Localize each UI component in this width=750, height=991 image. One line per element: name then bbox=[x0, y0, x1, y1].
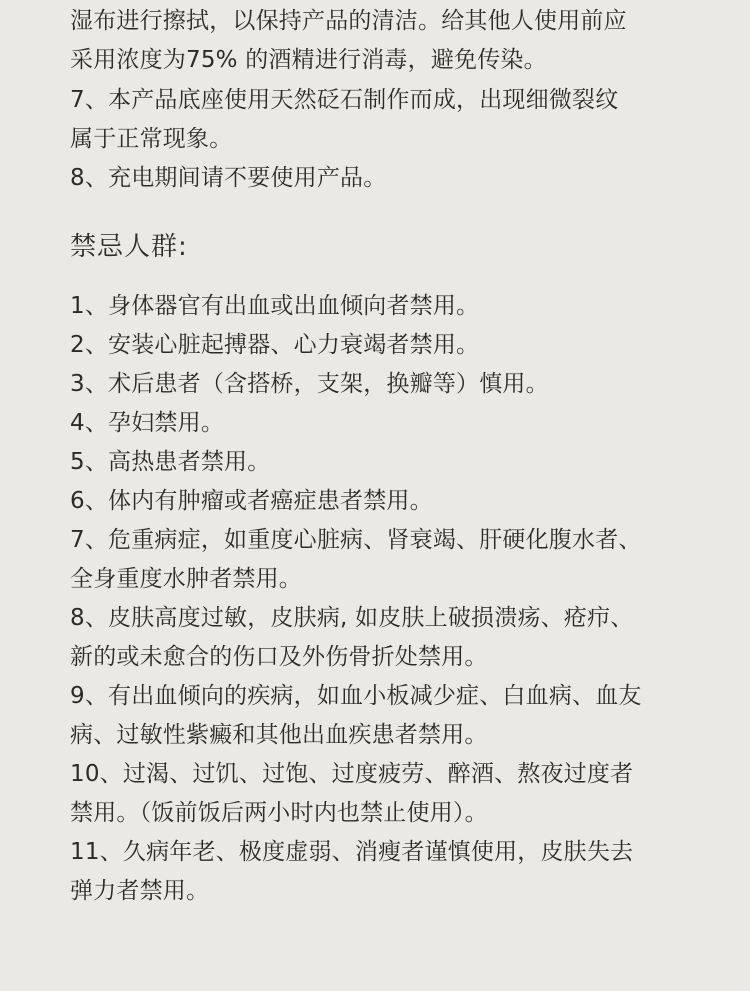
contraindication-line: 9、有出血倾向的疾病，如血小板减少症、白血病、血友 bbox=[70, 683, 642, 709]
contraindication-line: 禁用。（饭前饭后两小时内也禁止使用）。 bbox=[70, 800, 488, 826]
contraindication-line: 弹力者禁用。 bbox=[70, 878, 210, 904]
contraindication-line: 新的或未愈合的伤口及外伤骨折处禁用。 bbox=[70, 644, 488, 670]
contraindication-line: 3、术后患者（含搭桥，支架，换瓣等）慎用。 bbox=[70, 371, 549, 397]
contraindication-line: 2、安装心脏起搏器、心力衰竭者禁用。 bbox=[70, 332, 480, 358]
contraindication-line: 6、体内有肿瘤或者癌症患者禁用。 bbox=[70, 488, 433, 514]
usage-note-line: 属于正常现象。 bbox=[70, 126, 233, 152]
usage-note-line: 7、本产品底座使用天然砭石制作而成，出现细微裂纹 bbox=[70, 87, 619, 113]
contraindications-heading: 禁忌人群: bbox=[70, 232, 188, 262]
contraindication-line: 7、危重病症，如重度心脏病、肾衰竭、肝硬化腹水者、 bbox=[70, 527, 642, 553]
contraindication-line: 病、过敏性紫癜和其他出血疾患者禁用。 bbox=[70, 722, 488, 748]
contraindication-line: 1、身体器官有出血或出血倾向者禁用。 bbox=[70, 293, 480, 319]
contraindication-line: 11、久病年老、极度虚弱、消瘦者谨慎使用，皮肤失去 bbox=[70, 839, 634, 865]
contraindication-line: 5、高热患者禁用。 bbox=[70, 449, 271, 475]
usage-note-line: 采用浓度为75% 的酒精进行消毒，避免传染。 bbox=[70, 47, 547, 73]
contraindication-line: 全身重度水肿者禁用。 bbox=[70, 566, 302, 592]
usage-note-line: 湿布进行擦拭，以保持产品的清洁。给其他人使用前应 bbox=[70, 8, 627, 34]
contraindication-line: 8、皮肤高度过敏，皮肤病, 如皮肤上破损溃疡、疮疖、 bbox=[70, 605, 634, 631]
contraindication-line: 10、过渴、过饥、过饱、过度疲劳、醉酒、熬夜过度者 bbox=[70, 761, 634, 787]
contraindication-line: 4、孕妇禁用。 bbox=[70, 410, 225, 436]
usage-note-line: 8、充电期间请不要使用产品。 bbox=[70, 165, 387, 191]
